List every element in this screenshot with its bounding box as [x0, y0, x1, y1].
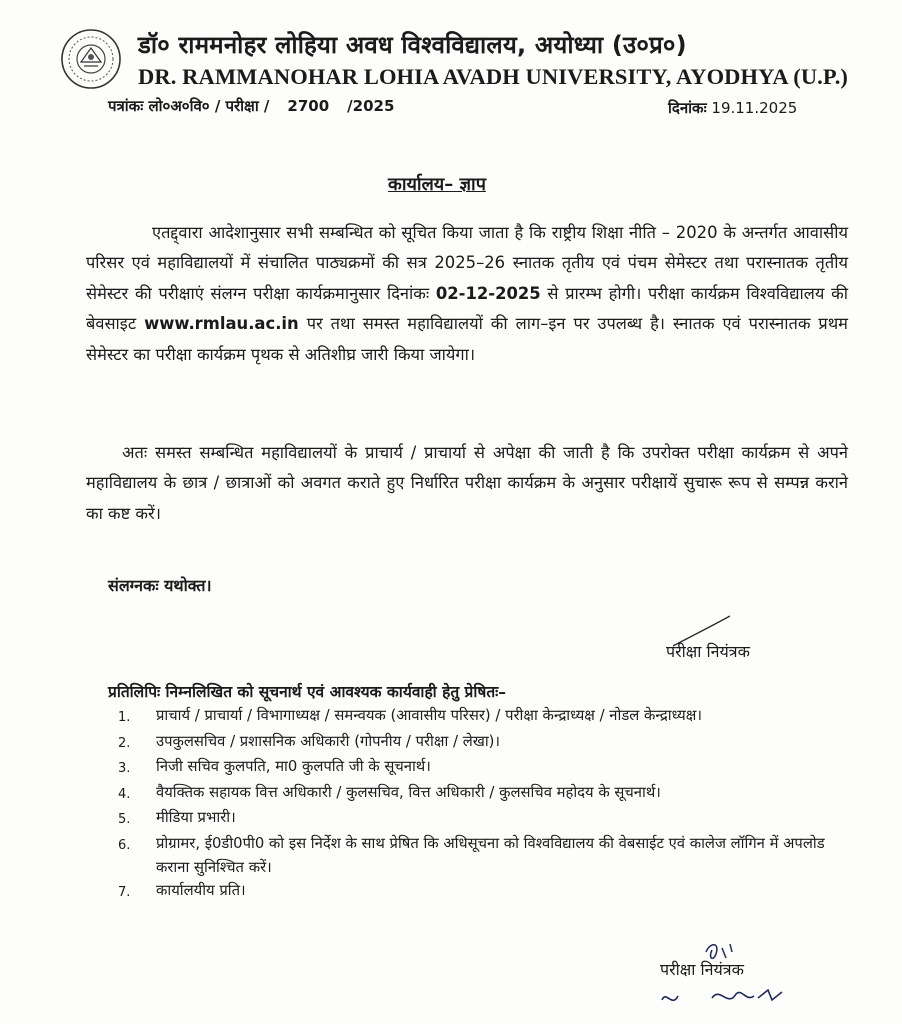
- notice-heading: कार्यालय– ज्ञाप: [388, 174, 486, 195]
- list-item: 2. उपकुलसचिव / प्रशासनिक अधिकारी (गोपनीय / परीक्षा / लेखा)।: [118, 732, 501, 751]
- list-item: 1. प्राचार्य / प्राचार्या / विभागाध्यक्ष / समन्वयक (आवासीय परिसर) / परीक्षा केन्द्राध्यक्ष / नोडल केन्द्राध्यक्ष।: [118, 707, 702, 725]
- list-item: 3. निजी सचिव कुलपति, मा0 कुलपति जी के सूचनार्थ।: [118, 758, 431, 777]
- date-value: 19.11.2025: [711, 99, 798, 117]
- list-item: 7. कार्यालयीय प्रति।: [118, 882, 246, 901]
- enclosure-note: संलग्नकः यथोक्त।: [108, 576, 212, 595]
- notice-paragraph-1: एतद्द्वारा आदेशानुसार सभी सम्बन्धित को सूचित किया जाता है कि राष्ट्रीय शिक्षा नीति – 2020 के अन्तर्गत आवासीय परिसर एवं महाविद्यालयों में संचालित पाठ्यक्रमों की सत्र 2025–26 स्नातक तृतीय एवं पंचम सेमेस्टर तथा परास्नातक तृतीय सेमेस्टर की परीक्षाएं संलग्न परीक्षा कार्यक्रमानुसार दिनांकः 02-12-2025 से प्रारम्भ होगी। परीक्षा कार्यक्रम विश्वविद्यालय की बेवसाइट www.rmlau.ac.in पर तथा समस्त महाविद्यालयों की लाग–इन पर उपलब्ध है। स्नातक एवं परास्नातक प्रथम सेमेस्टर का परीक्षा कार्यक्रम पृथक से अतिशीघ्र जारी किया जायेगा।: [86, 223, 848, 364]
- date-label: दिनांकः: [668, 99, 707, 117]
- university-emblem-icon: [60, 28, 122, 90]
- copy-to-list: [118, 704, 838, 905]
- notice-paragraph-2: अतः समस्त सम्बन्धित महाविद्यालयों के प्राचार्य / प्राचार्या से अपेक्षा की जाती है कि उपरोक्त परीक्षा कार्यक्रम से अपने महाविद्यालय के छात्र / छात्राओं को अवगत कराते हुए निर्धारित परीक्षा कार्यक्रम के अनुसार परीक्षायें सुचारू रूप से सम्पन्न कराने का कष्ट करें।: [86, 443, 848, 523]
- list-item: 6. प्रोग्रामर, ई0डी0पी0 को इस निर्देश के साथ प्रेषित कि अधिसूचना को विश्वविद्यालय की वेबसाईट एवं कालेज लॉगिन में अपलोड कराना सुनिश्चित करें।: [118, 834, 825, 876]
- exam-start-date: 02-12-2025: [435, 283, 541, 303]
- reference-number: [108, 96, 394, 116]
- signatory-title-1: परीक्षा नियंत्रक: [666, 642, 750, 661]
- reference-serial: 2700: [287, 97, 330, 115]
- reference-year: /2025: [347, 97, 395, 115]
- university-name-english: DR. RAMMANOHAR LOHIA AVADH UNIVERSITY, AYODHYA (U.P.): [138, 64, 849, 89]
- list-item: 5. मीडिया प्रभारी।: [118, 809, 236, 828]
- reference-prefix: पत्रांकः लो०अ०वि० / परीक्षा /: [108, 97, 270, 115]
- list-item: 4. वैयक्तिक सहायक वित्त अधिकारी / कुलसचिव, वित्त अधिकारी / कुलसचिव महोदय के सूचनार्थ।: [118, 783, 661, 802]
- issue-date: [668, 98, 797, 118]
- university-website: www.rmlau.ac.in: [144, 314, 299, 334]
- university-name-hindi: डॉ० राममनोहर लोहिया अवध विश्वविद्यालय, अयोध्या (उ०प्र०): [138, 31, 687, 59]
- signatory-title-2: परीक्षा नियंत्रक: [660, 960, 744, 979]
- copy-to-heading: प्रतिलिपिः निम्नलिखित को सूचनार्थ एवं आवश्यक कार्यवाही हेतु प्रेषितः–: [108, 683, 507, 701]
